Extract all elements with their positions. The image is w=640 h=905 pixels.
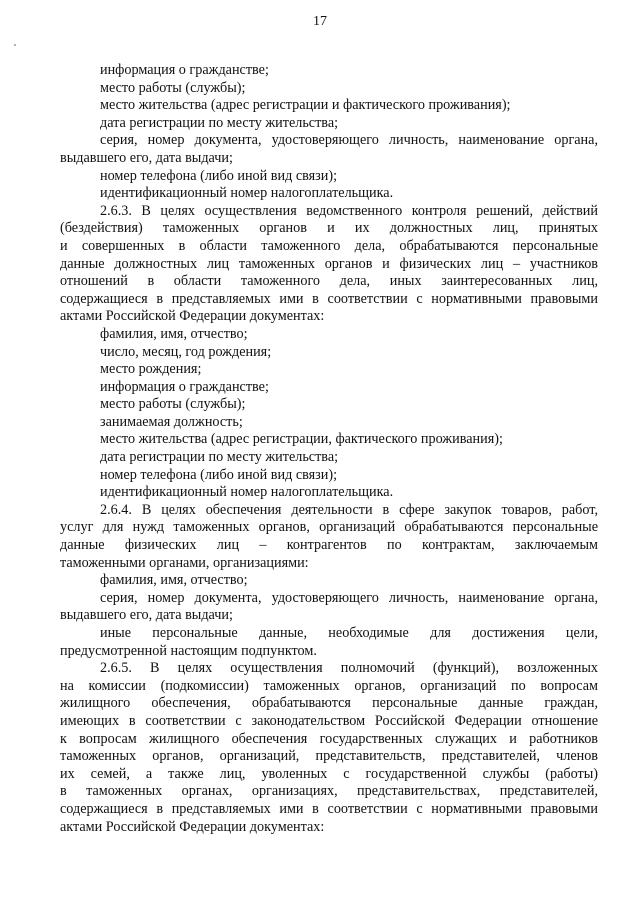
text-line: номер телефона (либо иной вид связи); [100,466,338,483]
text-line: таможенных органов, организаций, представительств, представителей, членов [60,748,598,765]
text-line: таможенными органами, организациями: [60,554,309,571]
text-line: номер телефона (либо иной вид связи); [100,167,338,184]
text-line: данные физических лиц – контрагентов по контрактам, заключаемым [60,537,598,554]
text-line: информация о гражданстве; [100,62,269,78]
text-line: дата регистрации по месту жительства; [100,449,339,466]
text-line: данные должностных лиц таможенных органов и физических лиц – участников [60,255,598,272]
text-line: содержащиеся в представляемых ими в соответствии с нормативными правовыми [60,800,598,817]
text-line: на комиссии (подкомиссии) таможенных органов, организаций по вопросам [60,677,598,694]
text-line: содержащиеся в представляемых ими в соответствии с нормативными правовыми [60,290,598,307]
text-line: информация о гражданстве; [100,378,269,395]
text-line: 2.6.3. В целях осуществления ведомственного контроля решений, действий [100,202,598,219]
text-line: актами Российской Федерации документах: [60,818,325,835]
text-line: серия, номер документа, удостоверяющего личность, наименование органа, [100,589,598,606]
text-line: идентификационный номер налогоплательщика. [100,185,394,202]
text-line: место работы (службы); [100,79,246,96]
text-line: жилищного обеспечения, обрабатываются персональные данные граждан, [60,695,598,712]
text-line: дата регистрации по месту жительства; [100,114,339,131]
document-body [60,62,598,836]
text-line: серия, номер документа, удостоверяющего личность, наименование органа, [100,132,598,149]
text-line: занимаемая должность; [100,413,243,430]
text-line: имеющих в соответствии с законодательством Российской Федерации отношение [60,712,598,729]
text-line: к вопросам жилищного обеспечения государственных служащих и работников [60,730,598,747]
text-line: место работы (службы); [100,396,246,413]
text-line: число, месяц, год рождения; [100,343,272,360]
text-line: отношений в области таможенного дела, иных заинтересованных лиц, [60,273,598,290]
text-line: 2.6.4. В целях обеспечения деятельности в сфере закупок товаров, работ, [100,501,598,518]
text-line: идентификационный номер налогоплательщика. [100,484,394,501]
text-line: иные персональные данные, необходимые для достижения цели, [100,625,598,641]
text-line: выдавшего его, дата выдачи; [60,149,233,166]
text-line: фамилия, имя, отчество; [100,572,248,589]
text-line: и совершенных в области таможенного дела, обрабатываются персональные [60,237,598,254]
text-line: их семей, а также лиц, уволенных с государственной службы (работы) [60,765,598,782]
text-line: (бездействия) таможенных органов и их должностных лиц, принятых [60,220,598,237]
text-line: фамилия, имя, отчество; [100,325,248,342]
page-number: 17 [313,14,327,29]
text-line: место жительства (адрес регистрации и фактического проживания); [100,97,511,114]
text-line: предусмотренной настоящим подпунктом. [60,642,317,659]
scan-speck [14,44,16,46]
text-line: место жительства (адрес регистрации, фактического проживания); [100,431,503,448]
text-line: выдавшего его, дата выдачи; [60,607,233,624]
text-line: место рождения; [100,361,202,378]
text-line: 2.6.5. В целях осуществления полномочий (функций), возложенных [100,660,598,677]
text-line: актами Российской Федерации документах: [60,308,325,325]
text-line: в таможенных органах, организациях, представительствах, представителей, [60,783,598,800]
text-line: услуг для нужд таможенных органов, организаций обрабатываются персональные [60,519,598,536]
